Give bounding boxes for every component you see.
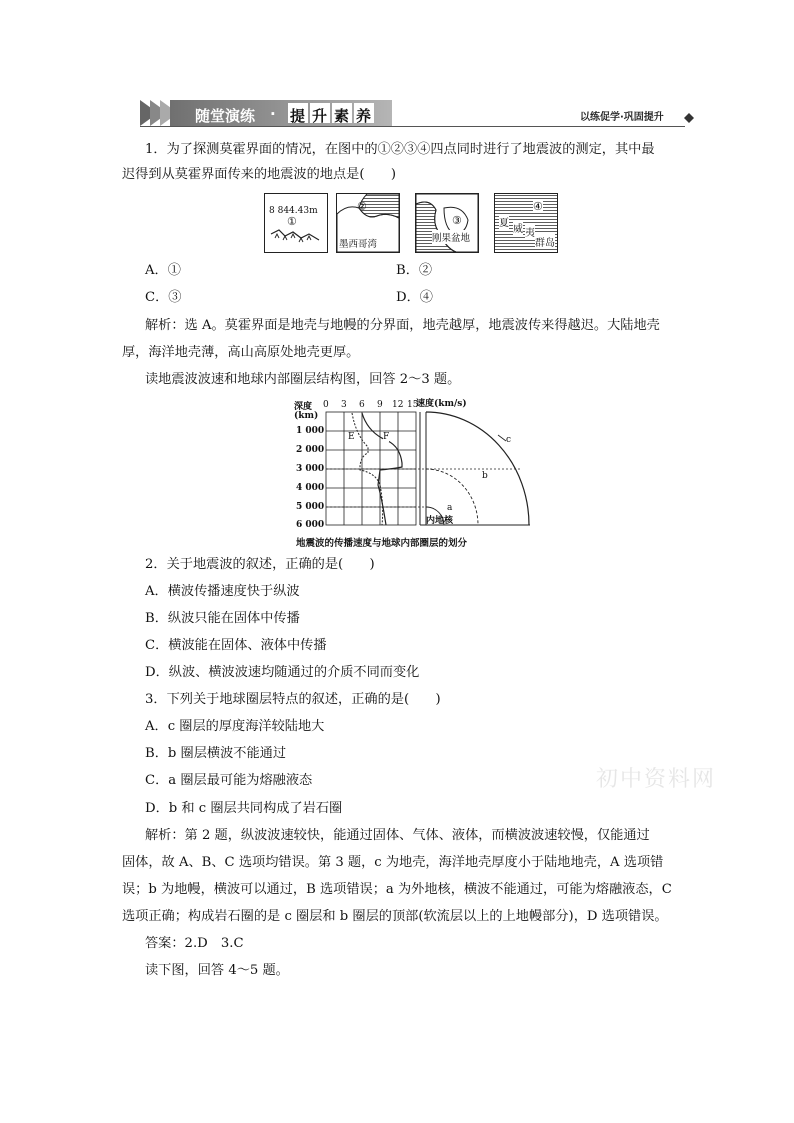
speed-tick-6: 6 bbox=[359, 400, 365, 410]
q3-option-a: A．c 圈层的厚度海洋较陆地大 bbox=[145, 719, 325, 734]
q2-option-d: D．纵波、横波波速均随通过的介质不同而变化 bbox=[145, 665, 420, 680]
q1-option-c: C．③ bbox=[145, 290, 182, 305]
q2-option-a: A．横波传播速度快于纵波 bbox=[145, 584, 300, 599]
layer-a-label: a bbox=[447, 503, 453, 513]
q2-option-b: B．纵波只能在固体中传播 bbox=[145, 611, 300, 626]
depth-tick-6000: 6 000 bbox=[296, 520, 325, 530]
map-2-marker: ② bbox=[357, 200, 367, 213]
map-3-congo bbox=[415, 193, 479, 253]
map-2-label: 墨西哥湾 bbox=[339, 236, 377, 250]
map-4-hawaii bbox=[494, 193, 558, 253]
section-emph-2: 升 bbox=[312, 107, 328, 125]
q1-analysis-line2: 厚，海洋地壳薄，高山高原处地壳更厚。 bbox=[122, 345, 360, 360]
analysis-2-3-line2: 固体，故 A、B、C 选项均错误。第 3 题，c 为地壳，海洋地壳厚度小于陆地地壳，A 选项错 bbox=[122, 855, 664, 870]
q1-stem-line1: 1．为了探测莫霍界面的情况，在图中的①②③④四点同时进行了地震波的测定，其中最 bbox=[145, 142, 655, 157]
section-banner bbox=[140, 100, 392, 126]
speed-tick-12: 12 bbox=[392, 400, 404, 410]
intro-4-5: 读下图，回答 4～5 题。 bbox=[145, 963, 289, 978]
speed-tick-9: 9 bbox=[377, 400, 383, 410]
map-4-label-d: 群岛 bbox=[535, 234, 555, 249]
depth-tick-5000: 5 000 bbox=[296, 502, 325, 512]
q2-option-c: C．横波能在固体、液体中传播 bbox=[145, 638, 327, 653]
depth-axis-unit: (km) bbox=[294, 411, 319, 421]
slogan: 以练促学·巩固提升 bbox=[580, 112, 664, 123]
depth-tick-4000: 4 000 bbox=[296, 483, 325, 493]
inner-core-label: 内地核 bbox=[426, 516, 454, 526]
q1-stem-line2: 迟得到从莫霍界面传来的地震波的地点是( ) bbox=[122, 167, 397, 182]
analysis-2-3-line4: 选项正确；构成岩石圈的是 c 圈层和 b 圈层的顶部(软流层以上的上地幔部分)，D 选项错误。 bbox=[122, 909, 668, 924]
q3-option-b: B．b 圈层横波不能通过 bbox=[145, 746, 287, 761]
intro-2-3: 读地震波波速和地球内部圈层结构图，回答 2～3 题。 bbox=[145, 372, 461, 387]
speed-tick-3: 3 bbox=[341, 400, 347, 410]
map-4-label-c: 夷 bbox=[525, 224, 535, 239]
map-4-marker: ④ bbox=[533, 200, 543, 213]
section-emph-4: 养 bbox=[356, 107, 372, 125]
map-1-marker: ① bbox=[287, 215, 297, 228]
speed-tick-0: 0 bbox=[323, 400, 329, 410]
analysis-2-3-line1: 解析：第 2 题，纵波波速较快，能通过固体、气体、液体，而横波波速较慢，仅能通过 bbox=[145, 828, 650, 843]
q1-analysis-line1: 解析：选 A。莫霍界面是地壳与地幔的分界面，地壳越厚，地震波传来得越迟。大陆地壳 bbox=[145, 318, 660, 333]
map-1-label: 8 844.43m bbox=[269, 206, 318, 216]
q1-option-d: D．④ bbox=[396, 290, 433, 305]
q2-stem: 2．关于地震波的叙述，正确的是( ) bbox=[145, 557, 375, 572]
speed-tick-15: 15 bbox=[407, 400, 419, 410]
depth-tick-2000: 2 000 bbox=[296, 445, 325, 455]
layer-c-label: c bbox=[506, 435, 512, 445]
q3-stem: 3．下列关于地球圈层特点的叙述，正确的是( ) bbox=[145, 692, 441, 707]
q3-option-c: C．a 圈层最可能为熔融液态 bbox=[145, 773, 313, 788]
curve-e-label: E bbox=[348, 432, 355, 442]
layer-b-label: b bbox=[482, 471, 488, 481]
map-3-marker: ③ bbox=[452, 214, 462, 227]
map-1-himalaya bbox=[264, 193, 328, 253]
depth-axis-label: 深度 bbox=[294, 402, 313, 412]
seismic-figure bbox=[290, 395, 540, 550]
header-rule bbox=[140, 126, 685, 127]
watermark: 初中资料网 bbox=[596, 767, 717, 792]
curve-f-label: F bbox=[383, 432, 390, 442]
q3-option-d: D．b 和 c 圈层共同构成了岩石圈 bbox=[145, 801, 343, 816]
section-emph-1: 提 bbox=[290, 107, 306, 125]
figure-caption: 地震波的传播速度与地球内部圈层的划分 bbox=[296, 538, 468, 549]
diamond-icon bbox=[684, 113, 694, 123]
section-dot: · bbox=[270, 105, 276, 123]
section-emph-3: 素 bbox=[334, 107, 350, 125]
map-4-label-b: 威 bbox=[513, 220, 523, 235]
q1-option-a: A．① bbox=[145, 263, 181, 278]
depth-tick-1000: 1 000 bbox=[296, 426, 325, 436]
speed-axis-label: 速度(km/s) bbox=[416, 399, 467, 409]
analysis-2-3-line3: 误；b 为地幔，横波可以通过，B 选项错误；a 为外地核，横波不能通过，可能为熔融液态，C bbox=[122, 882, 672, 897]
depth-tick-3000: 3 000 bbox=[296, 464, 325, 474]
section-title: 随堂演练 bbox=[195, 107, 256, 125]
map-2-gulf bbox=[336, 193, 400, 253]
map-3-label: 刚果盆地 bbox=[432, 230, 470, 244]
map-4-label-a: 夏 bbox=[499, 214, 509, 229]
answer-2-3: 答案：2.D 3.C bbox=[145, 936, 244, 951]
q1-option-b: B．② bbox=[396, 263, 433, 278]
